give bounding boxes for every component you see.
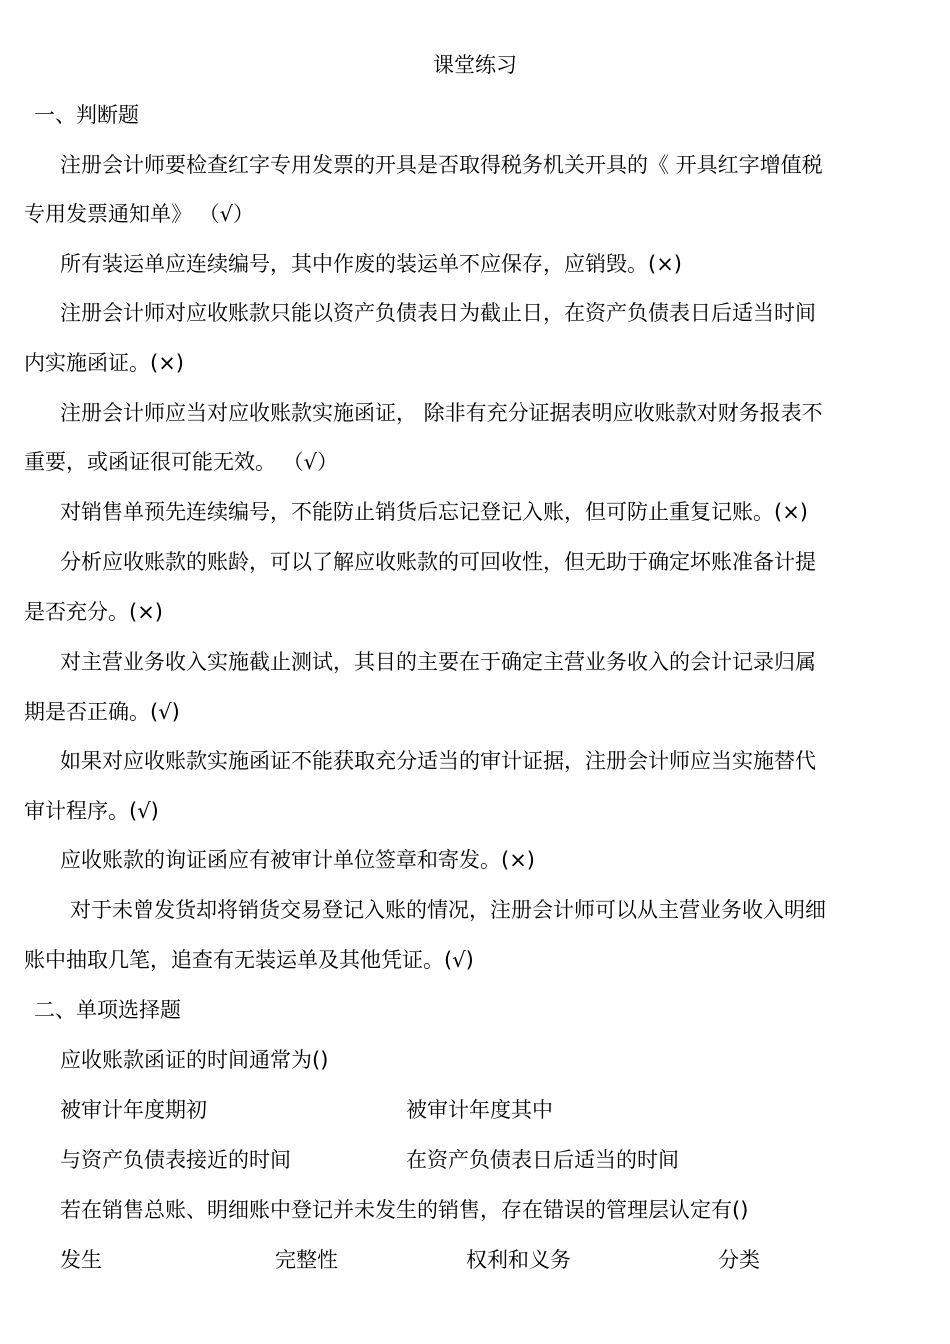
tf-q1-line1: 注册会计师要检查红字专用发票的开具是否取得税务机关开具的《 开具红字增值税 <box>60 153 823 177</box>
tf-q1-line2: 专用发票通知单》 （√） <box>24 202 255 226</box>
section-heading-single-choice: 二、单项选择题 <box>34 998 181 1022</box>
mc-q2-option-c: 权利和义务 <box>466 1248 571 1272</box>
page-title: 课堂练习 <box>433 53 517 77</box>
tf-q3-line2: 内实施函证。(×) <box>24 351 184 375</box>
mc-q1-stem: 应收账款函证的时间通常为() <box>60 1048 329 1072</box>
tf-q6-line2: 是否充分。(×) <box>24 600 163 624</box>
section-heading-true-false: 一、判断题 <box>34 103 139 127</box>
mc-q1-option-b: 被审计年度其中 <box>406 1098 553 1122</box>
tf-q2: 所有装运单应连续编号，其中作废的装运单不应保存，应销毁。(×) <box>60 252 682 276</box>
tf-q4-line1: 注册会计师应当对应收账款实施函证， 除非有充分证据表明应收账款对财务报表不 <box>60 401 823 425</box>
tf-q8-line1: 如果对应收账款实施函证不能获取充分适当的审计证据，注册会计师应当实施替代 <box>60 749 816 773</box>
tf-q10-line2: 账中抽取几笔，追查有无装运单及其他凭证。(√) <box>24 948 474 972</box>
mc-q2-option-d: 分类 <box>718 1248 760 1272</box>
tf-q6-line1: 分析应收账款的账龄，可以了解应收账款的可回收性，但无助于确定坏账准备计提 <box>60 550 816 574</box>
mc-q2-option-b: 完整性 <box>275 1248 338 1272</box>
mc-q2-option-a: 发生 <box>60 1248 102 1272</box>
mc-q2-stem: 若在销售总账、明细账中登记并未发生的销售，存在错误的管理层认定有() <box>60 1198 749 1222</box>
tf-q9: 应收账款的询证函应有被审计单位签章和寄发。(×) <box>60 848 535 872</box>
mc-q1-option-d: 在资产负债表日后适当的时间 <box>406 1148 679 1172</box>
tf-q3-line1: 注册会计师对应收账款只能以资产负债表日为截止日，在资产负债表日后适当时间 <box>60 301 816 325</box>
tf-q7-line2: 期是否正确。(√) <box>24 700 180 724</box>
mc-q1-option-a: 被审计年度期初 <box>60 1098 207 1122</box>
tf-q7-line1: 对主营业务收入实施截止测试，其目的主要在于确定主营业务收入的会计记录归属 <box>60 650 816 674</box>
tf-q5: 对销售单预先连续编号，不能防止销货后忘记登记入账，但可防止重复记账。(×) <box>60 500 808 524</box>
tf-q4-line2: 重要，或函证很可能无效。 （√） <box>24 450 339 474</box>
tf-q10-line1: 对于未曾发货却将销货交易登记入账的情况，注册会计师可以从主营业务收入明细 <box>70 898 826 922</box>
tf-q8-line2: 审计程序。(√) <box>24 799 159 823</box>
mc-q1-option-c: 与资产负债表接近的时间 <box>60 1148 291 1172</box>
